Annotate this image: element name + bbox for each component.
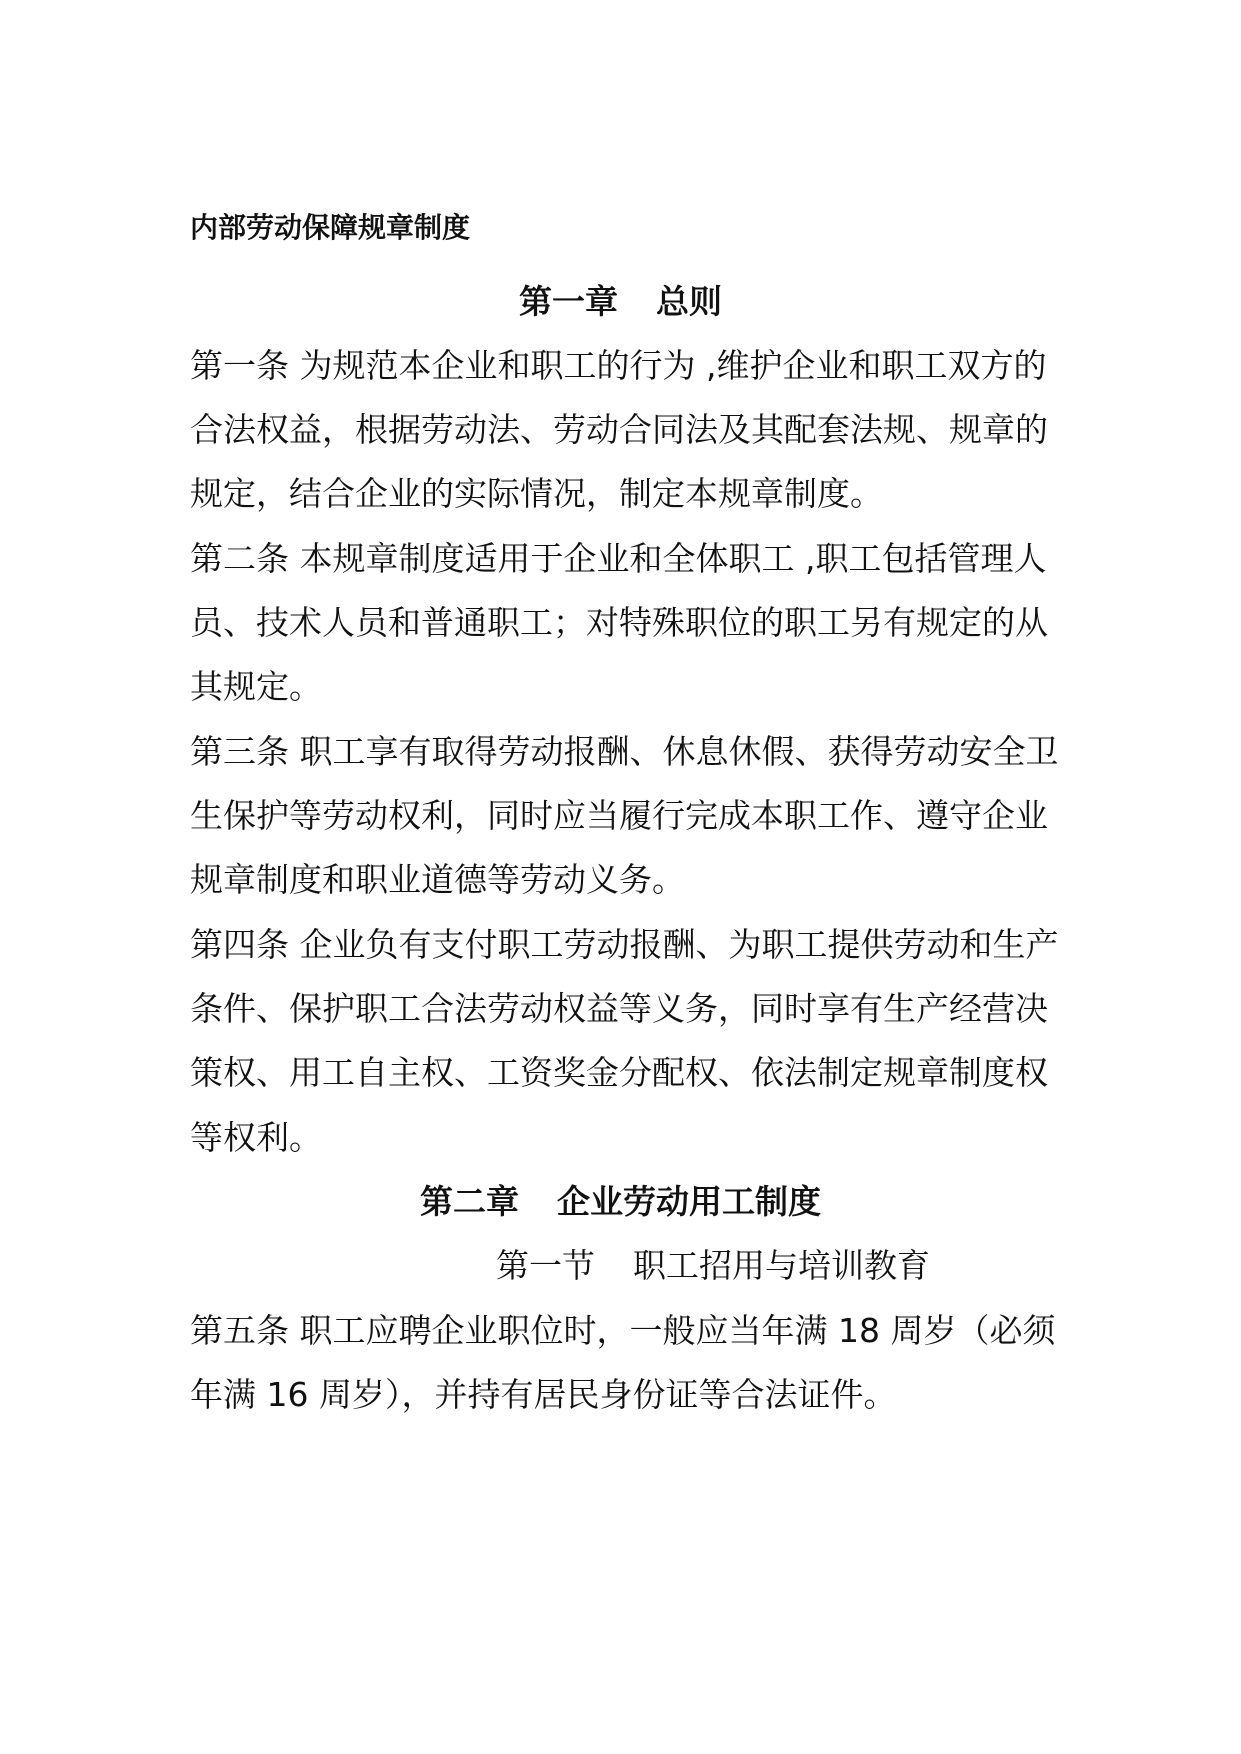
article-line: 第四条 企业负有支付职工劳动报酬、为职工提供劳动和生产 [190, 925, 1059, 964]
article-line: 年满 16 周岁），并持有居民身份证等合法证件。 [190, 1375, 897, 1414]
article-line: 第五条 职工应聘企业职位时，一般应当年满 18 周岁（必须 [190, 1311, 1056, 1350]
article-line: 生保护等劳动权利，同时应当履行完成本职工作、遵守企业 [190, 796, 1048, 835]
article-line: 等权利。 [190, 1118, 322, 1157]
article-line: 规定，结合企业的实际情况，制定本规章制度。 [190, 474, 883, 513]
article-line: 规章制度和职业道德等劳动义务。 [190, 860, 685, 899]
chapter-name: 企业劳动用工制度 [557, 1182, 821, 1221]
article-line: 员、技术人员和普通职工；对特殊职位的职工另有规定的从 [190, 603, 1048, 642]
document-title: 内部劳动保障规章制度 [190, 211, 471, 244]
chapter-number: 第一章 [519, 282, 618, 321]
article-line: 其规定。 [190, 667, 322, 706]
chapter-heading-2 [0, 1176, 1241, 1223]
article-line: 策权、用工自主权、工资奖金分配权、依法制定规章制度权 [190, 1053, 1048, 1092]
chapter-heading-1 [0, 276, 1241, 323]
article-line: 条件、保护职工合法劳动权益等义务，同时享有生产经营决 [190, 989, 1048, 1028]
section-name: 职工招用与培训教育 [633, 1246, 930, 1285]
chapter-number: 第二章 [420, 1182, 519, 1221]
article-line: 合法权益，根据劳动法、劳动合同法及其配套法规、规章的 [190, 410, 1048, 449]
chapter-name: 总则 [656, 282, 722, 321]
article-line: 第二条 本规章制度适用于企业和全体职工 ,职工包括管理人 [190, 539, 1047, 578]
section-number: 第一节 [496, 1246, 595, 1285]
section-heading-1 [496, 1240, 930, 1287]
article-line: 第三条 职工享有取得劳动报酬、休息休假、获得劳动安全卫 [190, 732, 1059, 771]
article-line: 第一条 为规范本企业和职工的行为 ,维护企业和职工双方的 [190, 346, 1047, 385]
